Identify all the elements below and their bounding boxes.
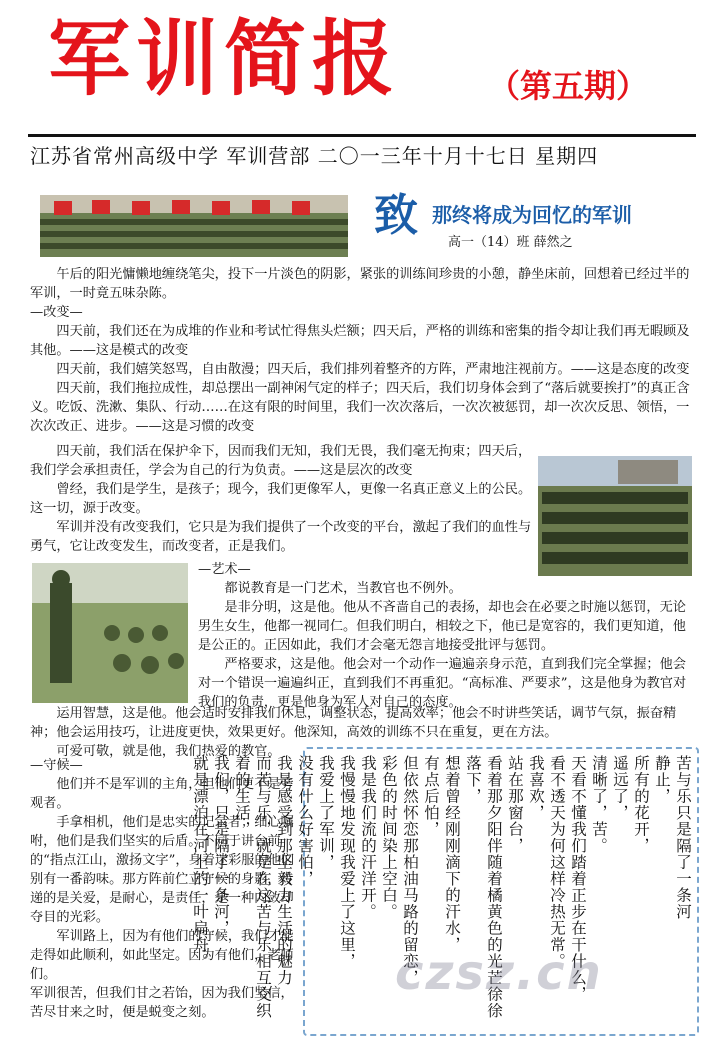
poem-line: 但依然怀恋那柏油马路的留恋，	[401, 755, 419, 986]
poem-line: 而苦与乐，就是在这苦与乐相互交织着的生活，	[233, 755, 272, 1019]
paragraph: 军训并没有改变我们，它只是为我们提供了一个改变的平台，激起了我们的血性与勇气，它让改变发生，而改变者，正是我们。	[30, 520, 532, 554]
paragraph: 都说教育是一门艺术，当教官也不例外。	[224, 581, 462, 596]
photo-instructor	[32, 563, 188, 703]
poem-line: 看着那夕阳伴随着橘黄色的光芒徐徐落下，	[464, 755, 503, 1019]
article-byline: 高一（14）班 薛然之	[448, 235, 573, 250]
watermark: czsz.cn	[395, 945, 603, 1001]
poem-line: 我是感受到那坚毅力生活的魅力	[275, 755, 293, 986]
poem-line: 我慢慢地发现我爱上了这里，	[338, 755, 356, 970]
poem-line: 我爱上了军训，	[317, 755, 335, 871]
paragraph: 四天前，我们嬉笑怒骂，自由散漫；四天后，我们排列着整齐的方阵，严肃地注视前方。——这是态度的改变	[56, 362, 690, 377]
poem-line: 没有什么好害怕，	[296, 755, 314, 887]
poem-line: 我是我们流的汗洋开。	[359, 755, 377, 920]
paragraph: 运用智慧，这是他。他会适时安排我们休息，调整状态，提高效率；他会不时讲些笑话，调节气氛，振奋精神；他会运用技巧，让进度更快，效果更好。他深知，高效的训练不只在重复，更在方法。	[30, 706, 677, 740]
issue-number: （第五期）	[488, 67, 649, 105]
poem-line: 天看不懂我们踏着正步在干什么，	[569, 755, 587, 1003]
article-text-mid	[30, 442, 532, 518]
article-text-top	[30, 265, 694, 436]
poem-line: 就是漂泊在河上的一叶扁舟。	[191, 755, 209, 970]
paragraph: 四天前，我们活在保护伞下，因而我们无知，我们无畏，我们毫无拘束；四天后，我们学会承担责任，学会为自己的行为负责。——这是层次的改变	[30, 444, 532, 478]
paragraph: 他们并不是军训的主角，但他们更不是旁观者。	[30, 777, 294, 811]
poem-line: 清晰了，苦。	[590, 755, 608, 854]
paragraph: 军训很苦，但我们甘之若饴，因为我们坚信，苦尽甘来之时，便是蜕变之刻。	[30, 986, 294, 1020]
section-heading-art: —艺术—	[198, 562, 251, 577]
initial-character: 致	[374, 190, 418, 241]
poem-line: 彩色的时间染上空白。	[380, 755, 398, 920]
section-heading-guard: —守候—	[30, 758, 83, 773]
poem-line: 我喜欢，	[527, 755, 545, 821]
paragraph: 手拿相机，他们是忠实的记录者；细心嘱咐，他们是我们坚实的后盾。不同于讲台前的“指点江山，激扬文字”，身着迷彩服的他们别有一番韵味。那方阵前伫立守候的身影，传递的是关爱，是耐心，是责任，是一种内敛却夺目的光彩。	[30, 815, 295, 925]
poem-line: 静止，	[653, 755, 671, 805]
article-title: 那终将成为回忆的军训	[432, 203, 632, 227]
article-text-art	[198, 560, 694, 712]
paragraph: 是非分明，这是他。他从不吝啬自己的表扬，却也会在必要之时施以惩罚，无论男生女生，他都一视同仁。但我们明白，相较之下，他已是宽容的，我们更知道，他是公正的。正因如此，我们才会毫无怨言地接受批评与惩罚。	[198, 600, 686, 653]
paragraph: 四天前，我们还在为成堆的作业和考试忙得焦头烂额；四天后，严格的训练和密集的指令却让我们再无暇顾及其他。——这是模式的改变	[30, 324, 690, 358]
header-rule	[28, 134, 696, 137]
paragraph: 四天前，我们拖拉成性，却总摆出一副神闲气定的样子；四天后，我们切身体会到了“落后就要挨打”的真正含义。吃饭、洗漱、集队、行动……在这有限的时间里，我们一次次落后，一次次被惩罚，却一次次反思、领悟，一次次改正、进步。——这是习惯的改变	[30, 381, 690, 434]
article-text-mid2	[30, 518, 532, 556]
newsletter-title: 军训简报	[48, 11, 401, 107]
poem-line: 遥远了，	[611, 755, 629, 821]
photo-formation	[538, 456, 692, 576]
paragraph: 曾经，我们是学生，是孩子；现今，我们更像军人，更像一名真正意义上的公民。这一切，源于改变。	[30, 482, 532, 516]
paragraph: 军训路上，因为有他们的守候，我们才能走得如此顺利，如此坚定。因为有他们，老师们。	[30, 929, 294, 982]
poem-line: 苦与乐只是隔了一条河	[674, 755, 692, 920]
masthead	[0, 0, 720, 168]
paragraph: 可爱可敬，就是他，我们热爱的教官。	[56, 744, 281, 759]
dateline: 江苏省常州高级中学 军训营部 二〇一三年十月十七日 星期四	[30, 144, 599, 168]
poem-line: 所有的花开，	[632, 755, 650, 854]
poem-line: 我们，只是隔了一条河，	[212, 755, 230, 937]
poem-line: 有点后怕，	[422, 755, 440, 838]
poem-line: 站在那窗台，	[506, 755, 524, 854]
section-heading-change: —改变—	[30, 305, 83, 320]
paragraph: 严格要求，这是他。他会对一个动作一遍遍亲身示范，直到我们完全掌握；他会对一个错误一遍遍纠正，直到我们不再重犯。“高标准、严要求”，这是他身为教官对我们的负责，更是他身为军人对自己的态度。	[198, 657, 687, 710]
photo-parade-flags	[40, 195, 348, 257]
poem-line: 看不透天为何这样冷热无常。	[548, 755, 566, 970]
intro-paragraph: 午后的阳光慵懒地缠绕笔尖，投下一片淡色的阴影，紧张的训练间珍贵的小憩，静坐床前，回想着已经过半的军训，一时竟五味杂陈。	[30, 267, 690, 301]
poem-line: 想着曾经刚刚滴下的汗水，	[443, 755, 461, 953]
